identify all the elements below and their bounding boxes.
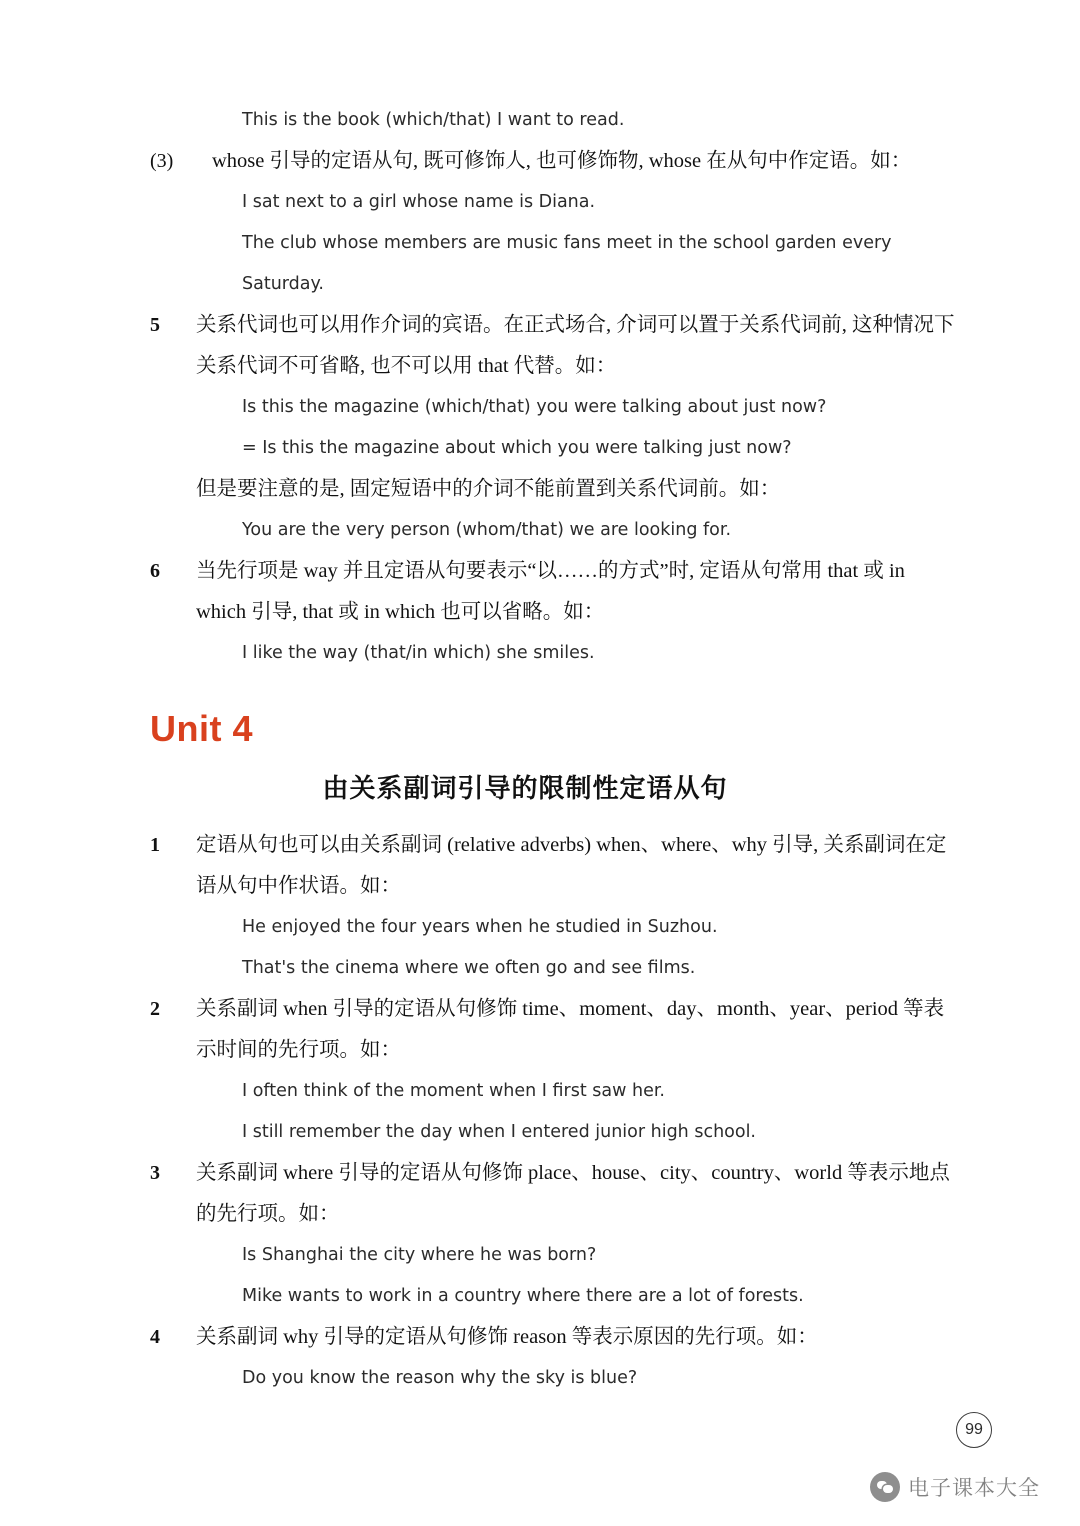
watermark-label: 电子课本大全 <box>908 1476 1040 1500</box>
list-item <box>150 825 960 907</box>
item-number: 2 <box>150 998 160 1020</box>
example-sentence: The club whose members are music fans meet in the school garden every <box>242 233 892 253</box>
item-text: 关系副词 where 引导的定语从句修饰 place、house、city、country、world 等表示地点的先行项。如： <box>196 1162 950 1225</box>
example-sentence: That's the cinema where we often go and see films. <box>242 958 696 978</box>
item-text: 当先行项是 way 并且定语从句要表示“以……的方式”时, 定语从句常用 that 或 in which 引导, that 或 in which 也可以省略。如： <box>196 560 905 623</box>
item-number: 3 <box>150 1162 160 1184</box>
item-text: 关系副词 when 引导的定语从句修饰 time、moment、day、month、year、period 等表示时间的先行项。如： <box>196 998 945 1061</box>
item-number: 6 <box>150 560 160 582</box>
item-text: whose 引导的定语从句, 既可修饰人, 也可修饰物, whose 在从句中作定语。如： <box>212 150 912 172</box>
list-item <box>150 551 960 633</box>
list-item <box>150 305 960 387</box>
example-sentence: Is Shanghai the city where he was born? <box>242 1245 597 1265</box>
list-item <box>150 1317 960 1358</box>
item-text: 定语从句也可以由关系副词 (relative adverbs) when、where、why 引导, 关系副词在定语从句中作状语。如： <box>196 834 947 897</box>
item-number: 5 <box>150 314 160 336</box>
item-text: 关系副词 why 引导的定语从句修饰 reason 等表示原因的先行项。如： <box>196 1326 818 1348</box>
wechat-logo-icon <box>870 1472 900 1502</box>
example-sentence: Mike wants to work in a country where there are a lot of forests. <box>242 1286 804 1306</box>
unit-heading: Unit 4 <box>150 708 254 749</box>
page-number: 99 <box>956 1412 992 1448</box>
item-number: (3) <box>150 150 174 172</box>
example-sentence: I sat next to a girl whose name is Diana. <box>242 192 596 212</box>
example-sentence: = Is this the magazine about which you were talking just now? <box>242 438 792 458</box>
example-sentence: I like the way (that/in which) she smiles. <box>242 643 595 663</box>
example-sentence: I often think of the moment when I first saw her. <box>242 1081 665 1101</box>
lead-example: This is the book (which/that) I want to read. <box>242 110 625 130</box>
item-number: 1 <box>150 834 160 856</box>
list-item <box>150 141 960 182</box>
example-sentence: He enjoyed the four years when he studied in Suzhou. <box>242 917 718 937</box>
list-item <box>150 989 960 1071</box>
example-sentence: I still remember the day when I entered junior high school. <box>242 1122 756 1142</box>
example-sentence: You are the very person (whom/that) we are looking for. <box>242 520 732 540</box>
item-text: 关系代词也可以用作介词的宾语。在正式场合, 介词可以置于关系代词前, 这种情况下关系代词不可省略, 也不可以用 that 代替。如： <box>196 314 955 377</box>
list-item <box>150 1153 960 1235</box>
section-heading: 由关系副词引导的限制性定语从句 <box>322 774 728 803</box>
example-sentence: Is this the magazine (which/that) you were talking about just now? <box>242 397 827 417</box>
example-sentence: Do you know the reason why the sky is blue? <box>242 1368 638 1388</box>
item-number: 4 <box>150 1326 160 1348</box>
item-note: 但是要注意的是, 固定短语中的介词不能前置到关系代词前。如： <box>196 478 781 500</box>
example-sentence: Saturday. <box>242 274 324 294</box>
watermark <box>870 1472 1040 1502</box>
